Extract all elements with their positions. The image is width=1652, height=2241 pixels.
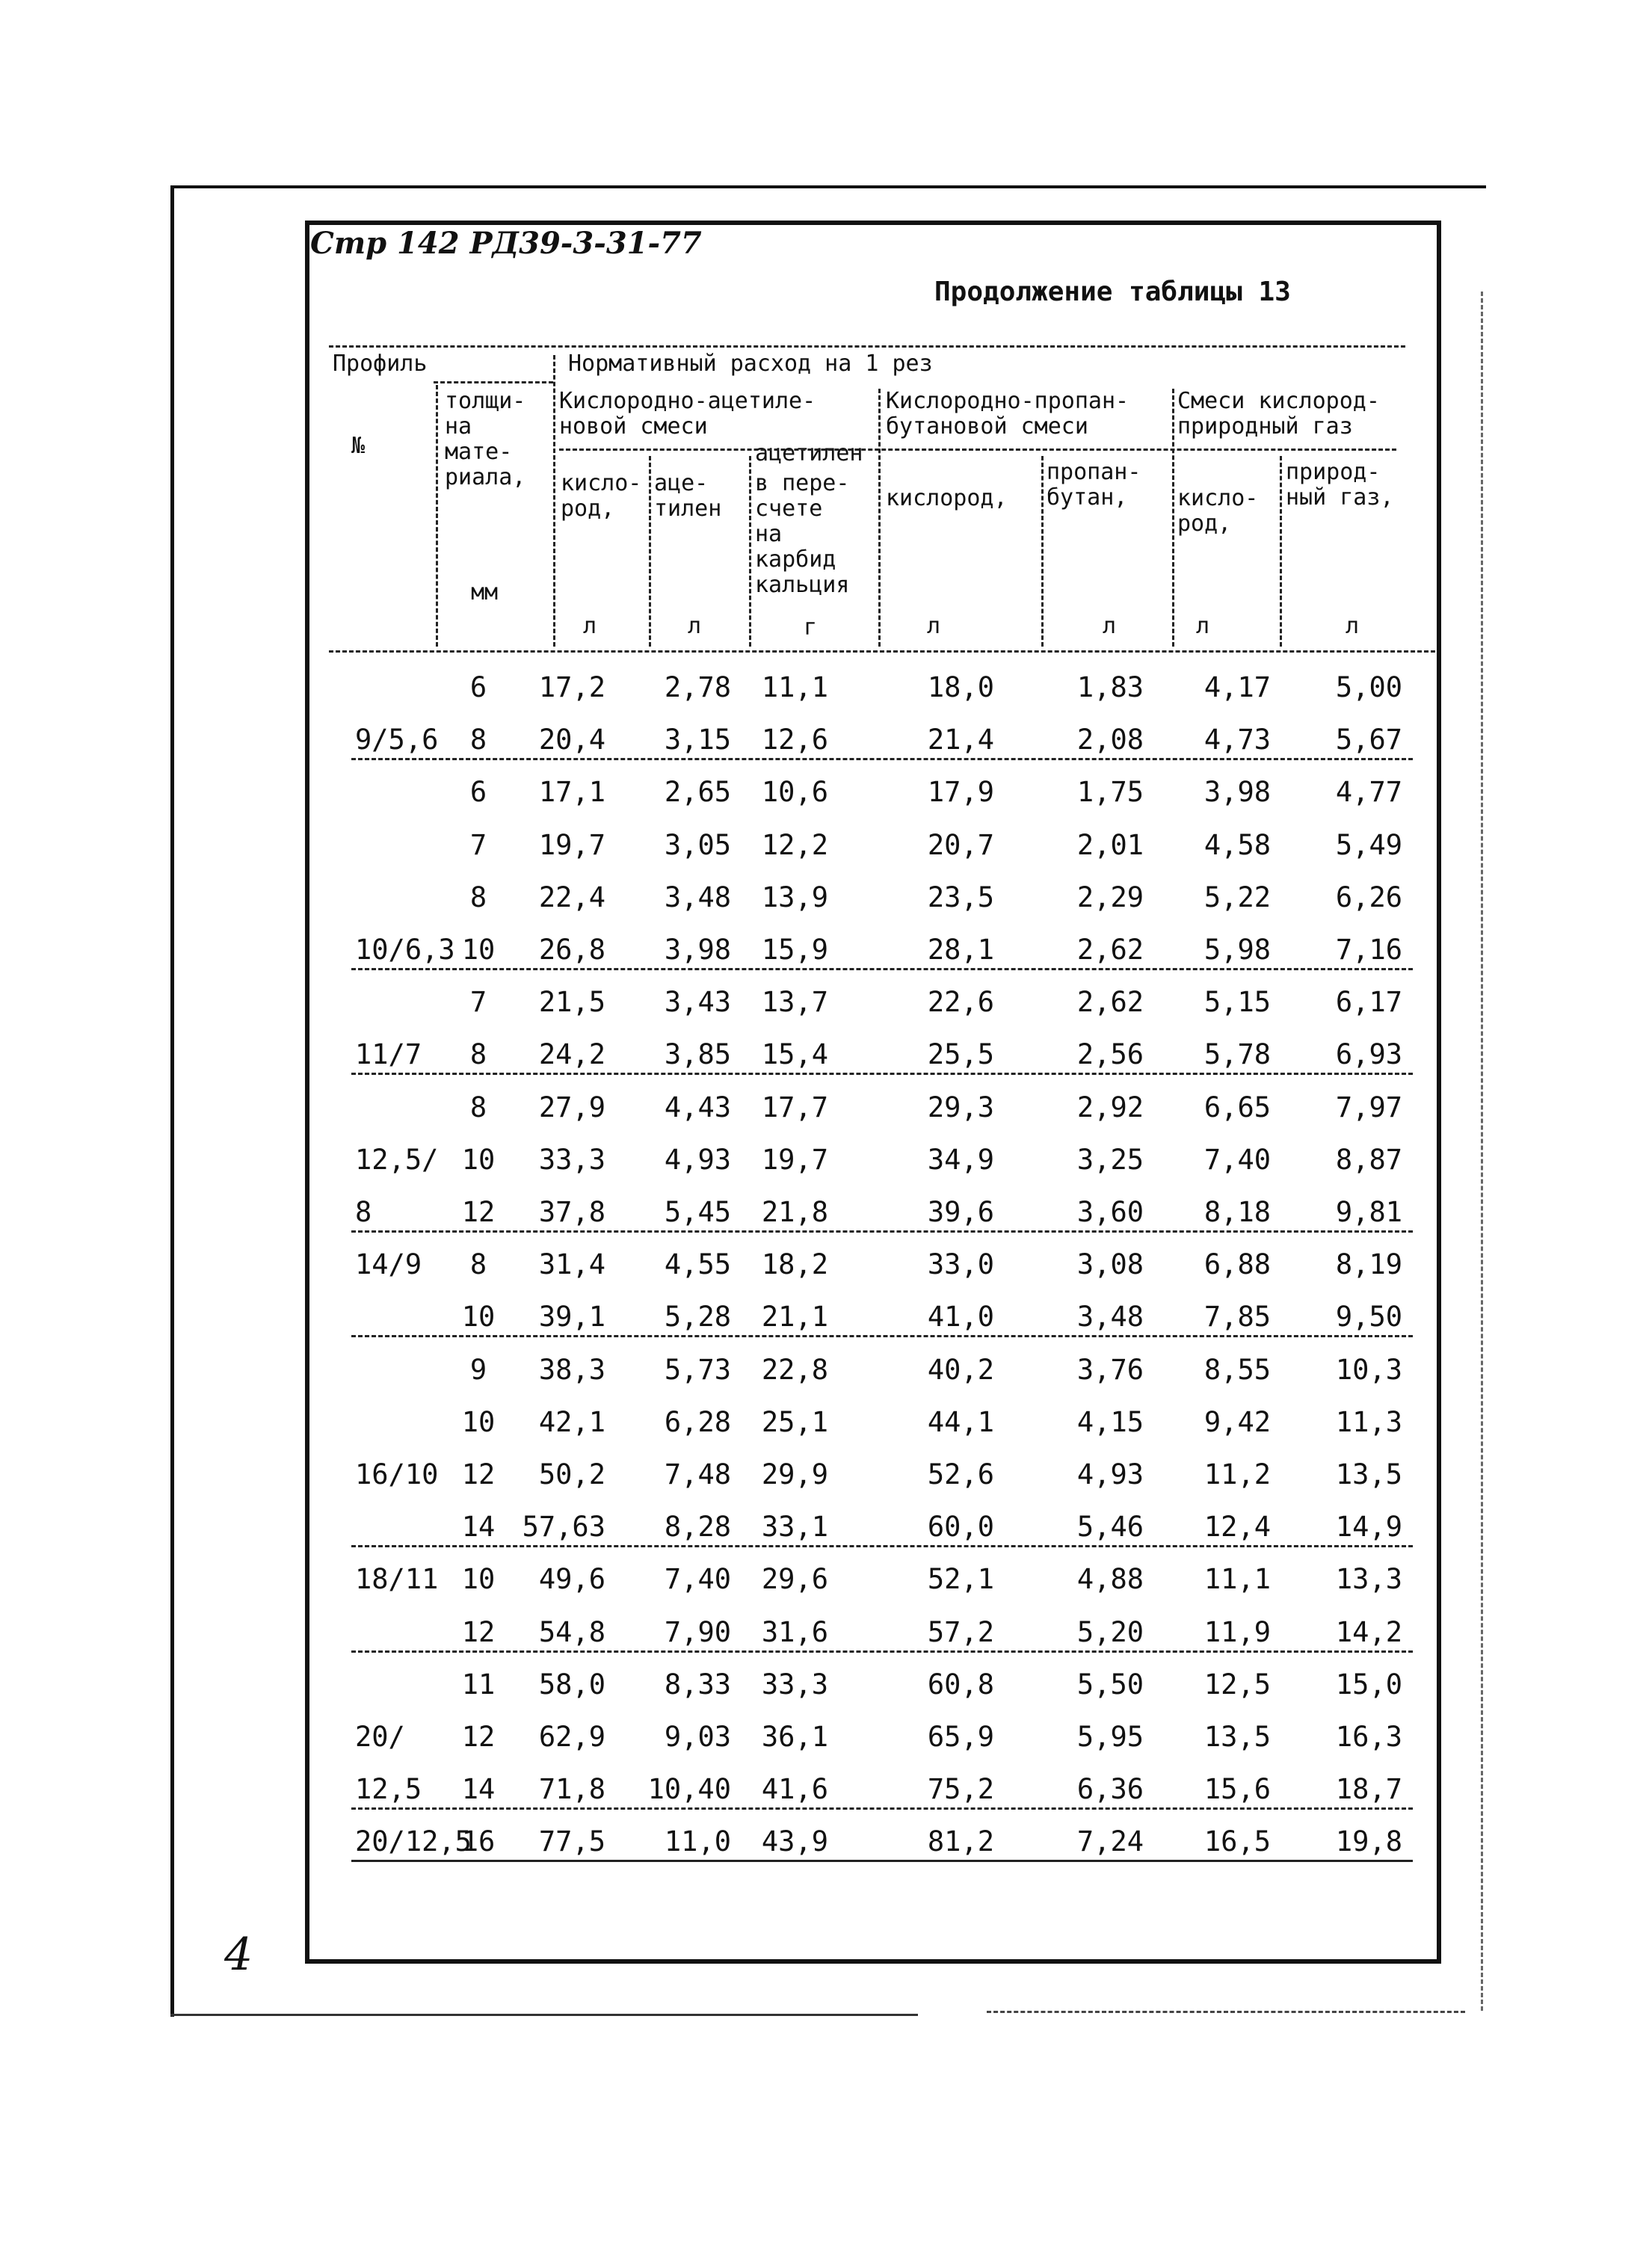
cell-acetylene: 3,85 bbox=[664, 1038, 731, 1070]
cell-carbide: 10,6 bbox=[761, 776, 828, 808]
cell-oxygen-2: 22,6 bbox=[927, 986, 994, 1018]
cell-oxygen-1: 54,8 bbox=[538, 1616, 605, 1648]
cell-oxygen-1: 20,4 bbox=[538, 724, 605, 756]
header-divider-6 bbox=[1041, 456, 1044, 647]
cell-propane: 3,76 bbox=[1076, 1354, 1144, 1386]
cell-oxygen-2: 57,2 bbox=[927, 1616, 994, 1648]
cell-thickness: 16 bbox=[461, 1825, 496, 1858]
cell-carbide: 29,9 bbox=[761, 1458, 828, 1491]
cell-carbide: 43,9 bbox=[761, 1825, 828, 1858]
header-thickness-unit: мм bbox=[471, 579, 499, 605]
cell-thickness: 6 bbox=[469, 671, 487, 703]
cell-profile: 18/11 bbox=[355, 1563, 439, 1595]
cell-natural-gas: 7,97 bbox=[1335, 1091, 1402, 1123]
cell-natural-gas: 7,16 bbox=[1335, 934, 1402, 966]
cell-oxygen-1: 71,8 bbox=[538, 1773, 605, 1805]
cell-propane: 2,62 bbox=[1076, 934, 1144, 966]
cell-propane: 5,20 bbox=[1076, 1616, 1144, 1648]
cell-propane: 3,25 bbox=[1076, 1144, 1144, 1176]
cell-oxygen-2: 34,9 bbox=[927, 1144, 994, 1176]
cell-profile: 12,5/ bbox=[355, 1144, 439, 1176]
cell-oxygen-3: 11,9 bbox=[1203, 1616, 1271, 1648]
header-carbide: в пере- счете на карбид кальция bbox=[755, 470, 850, 598]
row-separator bbox=[351, 758, 1413, 760]
cell-carbide: 33,3 bbox=[761, 1668, 828, 1701]
cell-oxygen-3: 8,55 bbox=[1203, 1354, 1271, 1386]
unit-natural-gas: л bbox=[1346, 613, 1360, 639]
header-divider-5 bbox=[878, 389, 881, 647]
header-profile: Профиль bbox=[333, 351, 428, 377]
cell-acetylene: 7,40 bbox=[664, 1563, 731, 1595]
row-separator bbox=[351, 1335, 1413, 1337]
cell-natural-gas: 13,5 bbox=[1335, 1458, 1402, 1491]
cell-oxygen-3: 4,73 bbox=[1203, 724, 1271, 756]
cell-oxygen-1: 26,8 bbox=[538, 934, 605, 966]
cell-thickness: 12 bbox=[461, 1721, 496, 1753]
cell-thickness: 12 bbox=[461, 1458, 496, 1491]
cell-natural-gas: 5,67 bbox=[1335, 724, 1402, 756]
cell-acetylene: 3,15 bbox=[664, 724, 731, 756]
cell-natural-gas: 13,3 bbox=[1335, 1563, 1402, 1595]
cell-oxygen-2: 20,7 bbox=[927, 829, 994, 861]
cell-carbide: 25,1 bbox=[761, 1406, 828, 1438]
cell-thickness: 10 bbox=[461, 1406, 496, 1438]
cell-oxygen-3: 6,65 bbox=[1203, 1091, 1271, 1123]
cell-thickness: 10 bbox=[461, 934, 496, 966]
header-divider-3 bbox=[649, 456, 651, 647]
header-thickness: толщи- на мате- риала, bbox=[445, 388, 526, 490]
cell-oxygen-3: 3,98 bbox=[1203, 776, 1271, 808]
cell-natural-gas: 5,00 bbox=[1335, 671, 1402, 703]
cell-profile: 10/6,3 bbox=[355, 934, 455, 966]
cell-acetylene: 5,45 bbox=[664, 1196, 731, 1228]
outer-border-top bbox=[170, 185, 1486, 188]
cell-oxygen-3: 16,5 bbox=[1203, 1825, 1271, 1858]
cell-propane: 2,56 bbox=[1076, 1038, 1144, 1070]
page-reference: Стр 142 РД39-3-31-77 bbox=[310, 226, 702, 261]
cell-oxygen-3: 5,78 bbox=[1203, 1038, 1271, 1070]
unit-propane: л bbox=[1103, 613, 1117, 639]
cell-acetylene: 6,28 bbox=[664, 1406, 731, 1438]
cell-thickness: 11 bbox=[461, 1668, 496, 1701]
cell-thickness: 12 bbox=[461, 1616, 496, 1648]
cell-oxygen-3: 4,58 bbox=[1203, 829, 1271, 861]
cell-thickness: 8 bbox=[469, 881, 487, 913]
cell-oxygen-3: 6,88 bbox=[1203, 1248, 1271, 1280]
cell-oxygen-1: 38,3 bbox=[538, 1354, 605, 1386]
cell-oxygen-3: 7,40 bbox=[1203, 1144, 1271, 1176]
cell-acetylene: 3,98 bbox=[664, 934, 731, 966]
cell-oxygen-1: 21,5 bbox=[538, 986, 605, 1018]
cell-oxygen-1: 62,9 bbox=[538, 1721, 605, 1753]
cell-carbide: 29,6 bbox=[761, 1563, 828, 1595]
header-rule-profile bbox=[434, 381, 553, 383]
cell-oxygen-3: 12,5 bbox=[1203, 1668, 1271, 1701]
cell-natural-gas: 19,8 bbox=[1335, 1825, 1402, 1858]
cell-propane: 6,36 bbox=[1076, 1773, 1144, 1805]
row-separator bbox=[351, 1230, 1413, 1233]
cell-acetylene: 8,28 bbox=[664, 1511, 731, 1543]
cell-natural-gas: 6,93 bbox=[1335, 1038, 1402, 1070]
cell-thickness: 12 bbox=[461, 1196, 496, 1228]
header-profile-number: № bbox=[351, 433, 366, 459]
header-oxygen-2: кислород, bbox=[886, 485, 1008, 511]
cell-carbide: 33,1 bbox=[761, 1511, 828, 1543]
header-acetylene-sub: ацетилен bbox=[755, 440, 863, 466]
unit-oxygen-1: л bbox=[583, 613, 597, 639]
cell-oxygen-2: 41,0 bbox=[927, 1301, 994, 1333]
cell-natural-gas: 6,17 bbox=[1335, 986, 1402, 1018]
cell-natural-gas: 11,3 bbox=[1335, 1406, 1402, 1438]
cell-oxygen-2: 52,6 bbox=[927, 1458, 994, 1491]
cell-natural-gas: 8,19 bbox=[1335, 1248, 1402, 1280]
cell-acetylene: 3,43 bbox=[664, 986, 731, 1018]
cell-oxygen-2: 29,3 bbox=[927, 1091, 994, 1123]
margin-mark: 4 bbox=[224, 1929, 253, 1981]
cell-propane: 1,75 bbox=[1076, 776, 1144, 808]
cell-oxygen-1: 77,5 bbox=[538, 1825, 605, 1858]
cell-thickness: 6 bbox=[469, 776, 487, 808]
cell-propane: 2,29 bbox=[1076, 881, 1144, 913]
cell-oxygen-1: 31,4 bbox=[538, 1248, 605, 1280]
cell-oxygen-3: 5,22 bbox=[1203, 881, 1271, 913]
header-divider-4 bbox=[749, 456, 751, 647]
cell-oxygen-2: 60,0 bbox=[927, 1511, 994, 1543]
cell-propane: 7,24 bbox=[1076, 1825, 1144, 1858]
cell-propane: 2,62 bbox=[1076, 986, 1144, 1018]
outer-border-left bbox=[170, 185, 174, 2017]
cell-acetylene: 4,93 bbox=[664, 1144, 731, 1176]
cell-thickness: 14 bbox=[461, 1511, 496, 1543]
cell-oxygen-2: 39,6 bbox=[927, 1196, 994, 1228]
cell-oxygen-1: 19,7 bbox=[538, 829, 605, 861]
cell-acetylene: 5,73 bbox=[664, 1354, 731, 1386]
cell-acetylene: 10,40 bbox=[647, 1773, 731, 1805]
cell-oxygen-3: 12,4 bbox=[1203, 1511, 1271, 1543]
cell-propane: 2,08 bbox=[1076, 724, 1144, 756]
cell-propane: 5,50 bbox=[1076, 1668, 1144, 1701]
cell-propane: 1,83 bbox=[1076, 671, 1144, 703]
row-separator bbox=[351, 1860, 1413, 1862]
cell-profile: 20/12,5 bbox=[355, 1825, 472, 1858]
cell-profile: 16/10 bbox=[355, 1458, 439, 1491]
cell-carbide: 15,9 bbox=[761, 934, 828, 966]
header-group-natural: Смеси кислород- природный газ bbox=[1177, 388, 1380, 440]
cell-propane: 5,46 bbox=[1076, 1511, 1144, 1543]
cell-natural-gas: 9,81 bbox=[1335, 1196, 1402, 1228]
row-separator bbox=[351, 1650, 1413, 1653]
cell-natural-gas: 18,7 bbox=[1335, 1773, 1402, 1805]
cell-profile: 14/9 bbox=[355, 1248, 422, 1280]
cell-thickness: 7 bbox=[469, 829, 487, 861]
cell-carbide: 18,2 bbox=[761, 1248, 828, 1280]
cell-oxygen-2: 40,2 bbox=[927, 1354, 994, 1386]
cell-oxygen-1: 17,2 bbox=[538, 671, 605, 703]
cell-propane: 3,08 bbox=[1076, 1248, 1144, 1280]
cell-thickness: 10 bbox=[461, 1563, 496, 1595]
header-rule-bottom bbox=[329, 650, 1435, 653]
cell-oxygen-3: 11,1 bbox=[1203, 1563, 1271, 1595]
header-rule-top bbox=[329, 345, 1405, 348]
cell-thickness: 10 bbox=[461, 1301, 496, 1333]
cell-oxygen-2: 21,4 bbox=[927, 724, 994, 756]
cell-thickness: 14 bbox=[461, 1773, 496, 1805]
cell-carbide: 36,1 bbox=[761, 1721, 828, 1753]
cell-carbide: 13,9 bbox=[761, 881, 828, 913]
cell-oxygen-2: 44,1 bbox=[927, 1406, 994, 1438]
right-margin-dashed-line bbox=[1481, 292, 1483, 2011]
header-oxygen-1: кисло- род, bbox=[561, 470, 642, 522]
cell-carbide: 17,7 bbox=[761, 1091, 828, 1123]
cell-acetylene: 4,43 bbox=[664, 1091, 731, 1123]
cell-propane: 4,93 bbox=[1076, 1458, 1144, 1491]
cell-thickness: 7 bbox=[469, 986, 487, 1018]
cell-thickness: 8 bbox=[469, 1091, 487, 1123]
unit-acetylene: л bbox=[688, 613, 702, 639]
cell-profile: 20/ bbox=[355, 1721, 405, 1753]
cell-oxygen-2: 65,9 bbox=[927, 1721, 994, 1753]
cell-acetylene: 9,03 bbox=[664, 1721, 731, 1753]
cell-natural-gas: 5,49 bbox=[1335, 829, 1402, 861]
cell-carbide: 11,1 bbox=[761, 671, 828, 703]
cell-carbide: 12,6 bbox=[761, 724, 828, 756]
row-separator bbox=[351, 1807, 1413, 1810]
cell-oxygen-1: 50,2 bbox=[538, 1458, 605, 1491]
cell-oxygen-1: 37,8 bbox=[538, 1196, 605, 1228]
header-group-propane: Кислородно-пропан- бутановой смеси bbox=[886, 388, 1129, 440]
unit-carbide: г bbox=[804, 614, 818, 641]
cell-carbide: 12,2 bbox=[761, 829, 828, 861]
cell-oxygen-3: 5,15 bbox=[1203, 986, 1271, 1018]
cell-acetylene: 3,05 bbox=[664, 829, 731, 861]
header-group-norm: Нормативный расход на 1 рез bbox=[568, 351, 933, 377]
cell-oxygen-3: 5,98 bbox=[1203, 934, 1271, 966]
cell-oxygen-3: 13,5 bbox=[1203, 1721, 1271, 1753]
cell-oxygen-1: 49,6 bbox=[538, 1563, 605, 1595]
cell-oxygen-2: 28,1 bbox=[927, 934, 994, 966]
cell-oxygen-1: 58,0 bbox=[538, 1668, 605, 1701]
cell-profile: 11/7 bbox=[355, 1038, 422, 1070]
cell-thickness: 8 bbox=[469, 724, 487, 756]
cell-natural-gas: 15,0 bbox=[1335, 1668, 1402, 1701]
cell-oxygen-3: 8,18 bbox=[1203, 1196, 1271, 1228]
cell-profile: 8 bbox=[355, 1196, 372, 1228]
header-divider-7 bbox=[1172, 389, 1174, 647]
cell-profile: 9/5,6 bbox=[355, 724, 439, 756]
cell-oxygen-3: 15,6 bbox=[1203, 1773, 1271, 1805]
cell-oxygen-2: 81,2 bbox=[927, 1825, 994, 1858]
cell-acetylene: 7,48 bbox=[664, 1458, 731, 1491]
cell-oxygen-1: 24,2 bbox=[538, 1038, 605, 1070]
cell-acetylene: 11,0 bbox=[664, 1825, 731, 1858]
cell-oxygen-1: 33,3 bbox=[538, 1144, 605, 1176]
cell-carbide: 31,6 bbox=[761, 1616, 828, 1648]
cell-oxygen-1: 27,9 bbox=[538, 1091, 605, 1123]
cell-carbide: 19,7 bbox=[761, 1144, 828, 1176]
cell-oxygen-2: 75,2 bbox=[927, 1773, 994, 1805]
cell-acetylene: 2,65 bbox=[664, 776, 731, 808]
row-separator bbox=[351, 968, 1413, 970]
cell-oxygen-2: 23,5 bbox=[927, 881, 994, 913]
header-group-acetylene: Кислородно-ацетиле- новой смеси bbox=[559, 388, 816, 440]
cell-carbide: 21,8 bbox=[761, 1196, 828, 1228]
cell-acetylene: 7,90 bbox=[664, 1616, 731, 1648]
header-rule-groups bbox=[559, 448, 1396, 451]
cell-natural-gas: 9,50 bbox=[1335, 1301, 1402, 1333]
table-continuation-title: Продолжение таблицы 13 bbox=[934, 277, 1291, 307]
cell-profile: 12,5 bbox=[355, 1773, 422, 1805]
outer-border-bottom-dashed bbox=[987, 2011, 1465, 2013]
cell-acetylene: 8,33 bbox=[664, 1668, 731, 1701]
header-acetylene: аце- тилен bbox=[654, 470, 722, 522]
cell-carbide: 22,8 bbox=[761, 1354, 828, 1386]
cell-propane: 3,60 bbox=[1076, 1196, 1144, 1228]
header-divider-8 bbox=[1280, 456, 1282, 647]
cell-carbide: 15,4 bbox=[761, 1038, 828, 1070]
cell-natural-gas: 4,77 bbox=[1335, 776, 1402, 808]
cell-natural-gas: 6,26 bbox=[1335, 881, 1402, 913]
cell-oxygen-3: 7,85 bbox=[1203, 1301, 1271, 1333]
outer-border-bottom bbox=[170, 2014, 918, 2016]
cell-oxygen-2: 33,0 bbox=[927, 1248, 994, 1280]
cell-oxygen-3: 4,17 bbox=[1203, 671, 1271, 703]
row-separator bbox=[351, 1545, 1413, 1547]
unit-oxygen-2: л bbox=[927, 613, 941, 639]
cell-oxygen-3: 11,2 bbox=[1203, 1458, 1271, 1491]
cell-oxygen-3: 9,42 bbox=[1203, 1406, 1271, 1438]
header-propane: пропан- бутан, bbox=[1047, 459, 1141, 511]
cell-oxygen-1: 17,1 bbox=[538, 776, 605, 808]
cell-propane: 4,88 bbox=[1076, 1563, 1144, 1595]
cell-natural-gas: 14,9 bbox=[1335, 1511, 1402, 1543]
header-divider-2 bbox=[553, 355, 555, 647]
cell-oxygen-2: 60,8 bbox=[927, 1668, 994, 1701]
cell-oxygen-1: 39,1 bbox=[538, 1301, 605, 1333]
unit-oxygen-3: л bbox=[1196, 613, 1210, 639]
header-divider-1 bbox=[436, 385, 438, 647]
cell-oxygen-1: 42,1 bbox=[538, 1406, 605, 1438]
row-separator bbox=[351, 1073, 1413, 1075]
cell-carbide: 41,6 bbox=[761, 1773, 828, 1805]
cell-propane: 2,92 bbox=[1076, 1091, 1144, 1123]
header-oxygen-3: кисло- род, bbox=[1177, 485, 1259, 537]
cell-acetylene: 2,78 bbox=[664, 671, 731, 703]
cell-natural-gas: 14,2 bbox=[1335, 1616, 1402, 1648]
cell-oxygen-2: 52,1 bbox=[927, 1563, 994, 1595]
cell-thickness: 9 bbox=[469, 1354, 487, 1386]
cell-acetylene: 4,55 bbox=[664, 1248, 731, 1280]
cell-oxygen-2: 17,9 bbox=[927, 776, 994, 808]
cell-thickness: 8 bbox=[469, 1248, 487, 1280]
cell-oxygen-1: 22,4 bbox=[538, 881, 605, 913]
cell-oxygen-2: 18,0 bbox=[927, 671, 994, 703]
cell-acetylene: 3,48 bbox=[664, 881, 731, 913]
cell-propane: 2,01 bbox=[1076, 829, 1144, 861]
cell-propane: 5,95 bbox=[1076, 1721, 1144, 1753]
cell-natural-gas: 8,87 bbox=[1335, 1144, 1402, 1176]
cell-oxygen-2: 25,5 bbox=[927, 1038, 994, 1070]
cell-propane: 4,15 bbox=[1076, 1406, 1144, 1438]
cell-carbide: 13,7 bbox=[761, 986, 828, 1018]
cell-acetylene: 5,28 bbox=[664, 1301, 731, 1333]
cell-natural-gas: 16,3 bbox=[1335, 1721, 1402, 1753]
cell-propane: 3,48 bbox=[1076, 1301, 1144, 1333]
header-natural-gas: природ- ный газ, bbox=[1286, 459, 1394, 511]
cell-oxygen-1: 57,63 bbox=[522, 1511, 605, 1543]
cell-thickness: 8 bbox=[469, 1038, 487, 1070]
cell-natural-gas: 10,3 bbox=[1335, 1354, 1402, 1386]
cell-thickness: 10 bbox=[461, 1144, 496, 1176]
cell-carbide: 21,1 bbox=[761, 1301, 828, 1333]
